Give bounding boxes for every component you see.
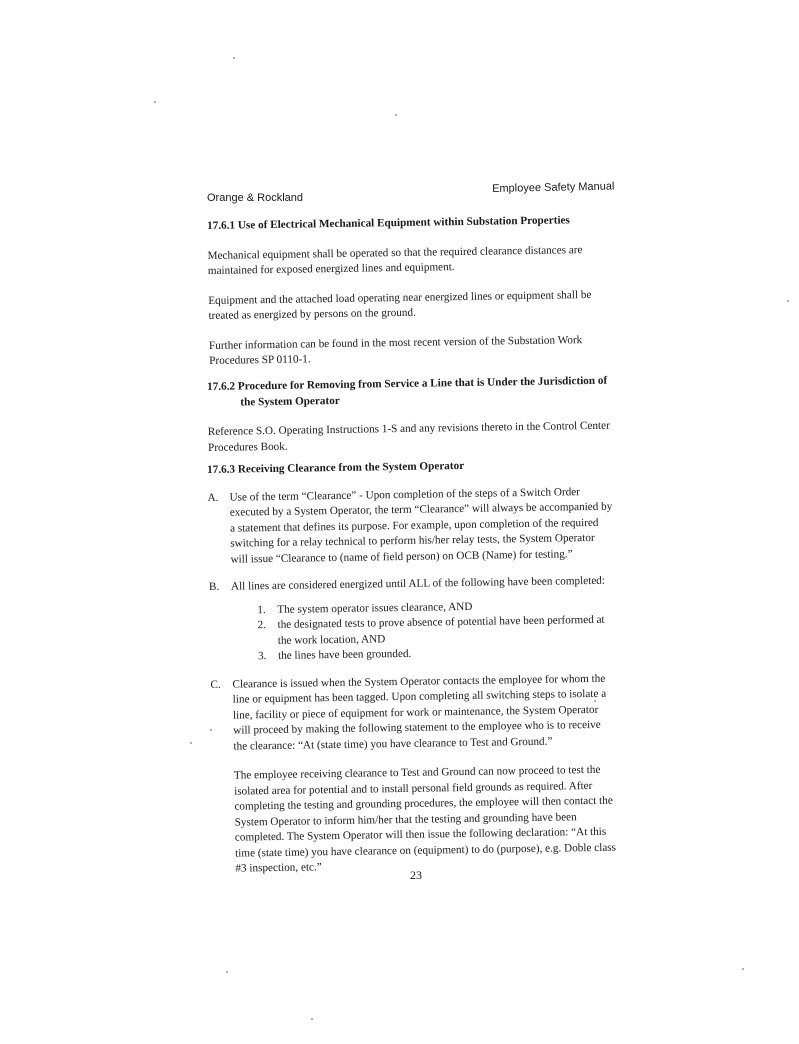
header-company: Orange & Rockland	[207, 192, 303, 204]
item-text: Clearance is issued when the System Operator contacts the employee for whom the line or equipment has been tagged. Upon completing all switching steps to isolate a line, facility or piece of equipment for work or maintenance, the System Operator will proceed by making the following statement to the employee who is to receive the clearance: “At (state time) you have clearance to Test and Ground.”	[232, 672, 607, 753]
section-heading: 17.6.1 Use of Electrical Mechanical Equipment within Substation Properties	[207, 214, 570, 232]
scan-speck	[311, 1018, 313, 1020]
paragraph: Reference S.O. Operating Instructions 1-S and any revisions thereto in the Control Center Procedures Book.	[207, 419, 610, 454]
section-17-6-2	[207, 374, 613, 456]
page-number: 23	[410, 868, 422, 882]
item-number: 2.	[257, 619, 267, 632]
scan-speck	[154, 101, 156, 103]
section-17-6-1	[207, 213, 614, 370]
item-text: All lines are considered energized until ALL of the following have been completed:	[230, 574, 606, 593]
scan-speck	[233, 57, 235, 59]
header-manual-title: Employee Safety Manual	[492, 180, 615, 195]
list-item-a	[207, 484, 613, 568]
item-text: Use of the term “Clearance” - Upon completion of the steps of a Switch Order executed by a System Operator, the term “Clearance” will always be accompanied by a statement that defines its purpose. For example, upon completion of the required switching for a relay technical to perform his/her relay tests, the System Operator will issue “Clearance to (name of field person) on OCB (Name) for testing.”	[229, 485, 613, 566]
scan-speck	[190, 742, 192, 744]
item-text: the lines have been grounded.	[277, 647, 412, 662]
section-heading: 17.6.3 Receiving Clearance from the System Operator	[207, 459, 465, 476]
item-text: The system operator issues clearance, AND	[277, 600, 473, 616]
scan-speck	[787, 300, 789, 302]
item-letter: C.	[210, 678, 221, 691]
scan-speck	[226, 971, 228, 973]
paragraph: Mechanical equipment shall be operated so that the required clearance distances are maintained for exposed energized lines and equipment.	[207, 243, 583, 277]
section-17-6-3	[207, 457, 618, 878]
item-text: the designated tests to prove absence of potential have been performed at the work location, AND	[277, 613, 605, 647]
paragraph: Equipment and the attached load operating near energized lines or equipment shall be treated as energized by persons on the ground.	[208, 288, 592, 322]
section-heading: 17.6.2 Procedure for Removing from Service a Line that is Under the Jurisdiction of	[207, 374, 608, 393]
list-item-c	[210, 671, 616, 755]
item-letter: A.	[207, 491, 219, 504]
numbered-list	[209, 597, 615, 665]
scan-speck	[742, 968, 744, 970]
paragraph: Further information can be found in the most recent version of the Substation Work Procedures SP 0110-1.	[208, 333, 583, 367]
scan-speck	[395, 114, 397, 116]
item-letter: B.	[208, 580, 220, 593]
item-number: 3.	[257, 650, 267, 663]
section-heading-continued: the System Operator	[240, 394, 340, 408]
item-number: 1.	[257, 603, 266, 616]
paragraph: The employee receiving clearance to Test and Ground can now proceed to test the isolated area for potential and to install personal field grounds as required. After completing the testing and grounding procedures, the employee will then contact the System Operator to inform him/her that the testing and grounding have been completed. The System Operator will then issue the following declaration: “At this time (state time) you have clearance on (equipment) to do (purpose), e.g. Doble class #3 inspection, etc.”	[233, 763, 617, 875]
